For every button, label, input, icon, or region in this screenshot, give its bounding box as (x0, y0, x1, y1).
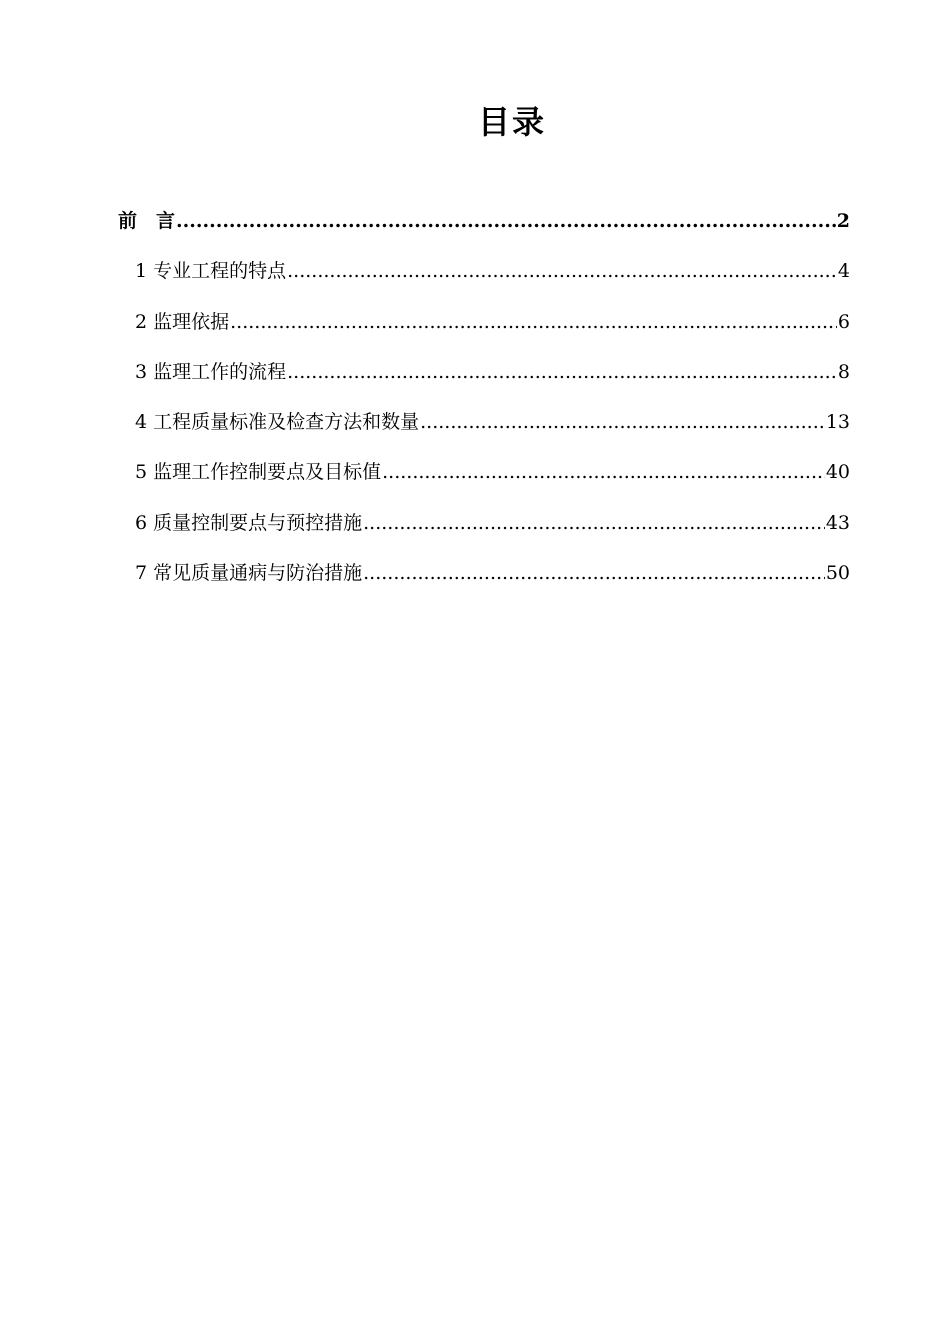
toc-entry-label: 5 监理工作控制要点及目标值 (135, 461, 382, 484)
toc-entry-7[interactable] (118, 555, 850, 605)
toc-entry-preface[interactable] (118, 203, 850, 253)
toc-entry-label: 前 言 (118, 210, 176, 232)
toc-entry-label: 7 常见质量通病与防治措施 (135, 562, 363, 585)
toc-entry-label: 6 质量控制要点与预控措施 (135, 511, 363, 534)
toc-dot-leader (287, 253, 837, 289)
toc-entry-label: 4 工程质量标准及检查方法和数量 (135, 411, 420, 434)
toc-dot-leader (382, 454, 825, 490)
toc-title: 目录 (477, 103, 546, 141)
toc-entry-6[interactable] (118, 505, 850, 555)
toc-entry-page: 13 (825, 411, 850, 434)
toc-entry-1[interactable] (118, 253, 850, 303)
toc-dot-leader (230, 304, 837, 340)
toc-entry-page: 43 (825, 511, 850, 534)
toc-entry-page: 4 (837, 260, 850, 283)
toc-dot-leader (287, 354, 837, 390)
toc-entry-page: 2 (836, 210, 850, 232)
toc-list (118, 203, 850, 605)
toc-entry-4[interactable] (118, 404, 850, 454)
toc-entry-label: 1 专业工程的特点 (135, 260, 287, 283)
toc-entry-page: 40 (825, 461, 850, 484)
toc-dot-leader (176, 203, 836, 239)
toc-entry-3[interactable] (118, 354, 850, 404)
toc-dot-leader (420, 404, 825, 440)
toc-dot-leader (363, 555, 825, 591)
toc-entry-page: 8 (837, 360, 850, 383)
toc-entry-page: 6 (837, 310, 850, 333)
toc-entry-2[interactable] (118, 304, 850, 354)
toc-entry-5[interactable] (118, 454, 850, 504)
toc-entry-page: 50 (825, 562, 850, 585)
toc-entry-label: 3 监理工作的流程 (135, 360, 287, 383)
toc-dot-leader (363, 505, 825, 541)
toc-entry-label: 2 监理依据 (135, 310, 230, 333)
